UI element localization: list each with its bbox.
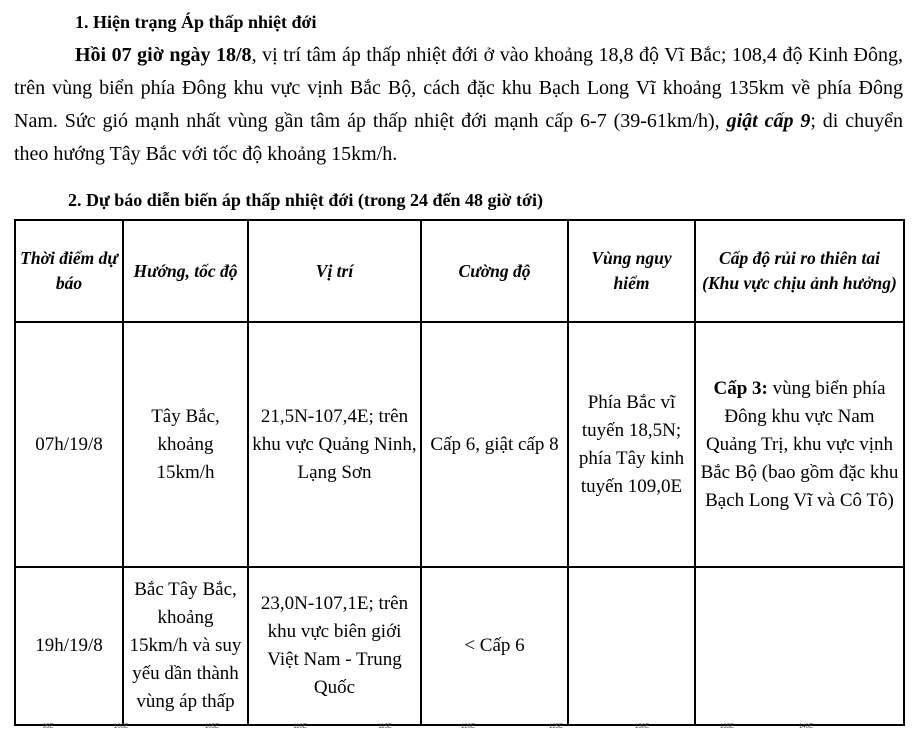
cell-risk-level xyxy=(695,322,904,567)
longitude-label: 110E xyxy=(293,724,307,730)
paragraph-body-2: ; di chuyển theo hướng Tây Bắc với tốc độ khoảng 15km/h. xyxy=(14,110,903,165)
cell-position: 23,0N-107,1E; trên khu vực biên giới Việt Nam - Trung Quốc xyxy=(248,567,421,725)
cell-intensity: Cấp 6, giật cấp 8 xyxy=(421,322,568,567)
forecast-table xyxy=(14,219,905,726)
longitude-label: 125E xyxy=(548,724,564,730)
status-paragraph xyxy=(14,39,903,171)
cell-direction-speed: Tây Bắc, khoảng 15km/h xyxy=(123,322,248,567)
forecast-row-2 xyxy=(15,567,904,725)
paragraph-body-1: , vị trí tâm áp thấp nhiệt đới ở vào khoảng 18,8 độ Vĩ Bắc; 108,4 độ Kinh Đông, trên vùng biển phía Đông khu vực vịnh Bắc Bộ, cách đặc khu Bạch Long Vĩ khoảng 135km về phía Đông Nam. Sức gió mạnh nhất vùng gần tâm áp thấp nhiệt đới mạnh cấp 6-7 (39-61km/h), xyxy=(14,44,903,132)
longitude-label: 95E xyxy=(42,724,54,730)
header-cell-direction-speed: Hướng, tốc độ xyxy=(123,220,248,322)
header-cell-time: Thời điểm dự báo xyxy=(15,220,123,322)
cell-intensity: < Cấp 6 xyxy=(421,567,568,725)
cell-time: 07h/19/8 xyxy=(15,322,123,567)
longitude-label: 115E xyxy=(378,724,392,730)
cell-danger-zone: Phía Bắc vĩ tuyến 18,5N; phía Tây kinh tuyến 109,0E xyxy=(568,322,695,567)
longitude-label: 140E xyxy=(798,724,814,730)
header-cell-risk-level: Cấp độ rủi ro thiên tai (Khu vực chịu ảnh hưởng) xyxy=(695,220,904,322)
cell-risk-level xyxy=(695,567,904,725)
section1-heading: 1. Hiện trạng Áp thấp nhiệt đới xyxy=(75,12,317,32)
longitude-label: 100E xyxy=(113,724,129,730)
section2-heading: 2. Dự báo diễn biến áp thấp nhiệt đới (trong 24 đến 48 giờ tới) xyxy=(68,190,543,210)
longitude-label: 130E xyxy=(634,724,650,730)
cell-position: 21,5N-107,4E; trên khu vực Quảng Ninh, Lạng Sơn xyxy=(248,322,421,567)
longitude-label: 135E xyxy=(719,724,735,730)
cell-time: 19h/19/8 xyxy=(15,567,123,725)
longitude-label: 120E xyxy=(460,724,476,730)
forecast-row-1 xyxy=(15,322,904,567)
forecast-table-header-row xyxy=(15,220,904,322)
cell-direction-speed: Bắc Tây Bắc, khoảng 15km/h và suy yếu dần thành vùng áp thấp xyxy=(123,567,248,725)
cell-danger-zone xyxy=(568,567,695,725)
longitude-label: 105E xyxy=(204,724,220,730)
header-cell-position: Vị trí xyxy=(248,220,421,322)
risk-level-description: vùng biển phía Đông khu vực Nam Quảng Trị, khu vực vịnh Bắc Bộ (bao gồm đặc khu Bạch Long Vĩ và Cô Tô) xyxy=(700,377,899,511)
bulletin-page xyxy=(0,10,913,730)
header-cell-intensity: Cường độ xyxy=(421,220,568,322)
paragraph-lead-bold: Hồi 07 giờ ngày 18/8 xyxy=(75,44,252,66)
paragraph-emphasis: giật cấp 9 xyxy=(726,110,811,132)
header-cell-danger-zone: Vùng nguy hiểm xyxy=(568,220,695,322)
map-edge-strip xyxy=(0,722,913,732)
risk-level-bold-label: Cấp 3: xyxy=(713,377,768,399)
